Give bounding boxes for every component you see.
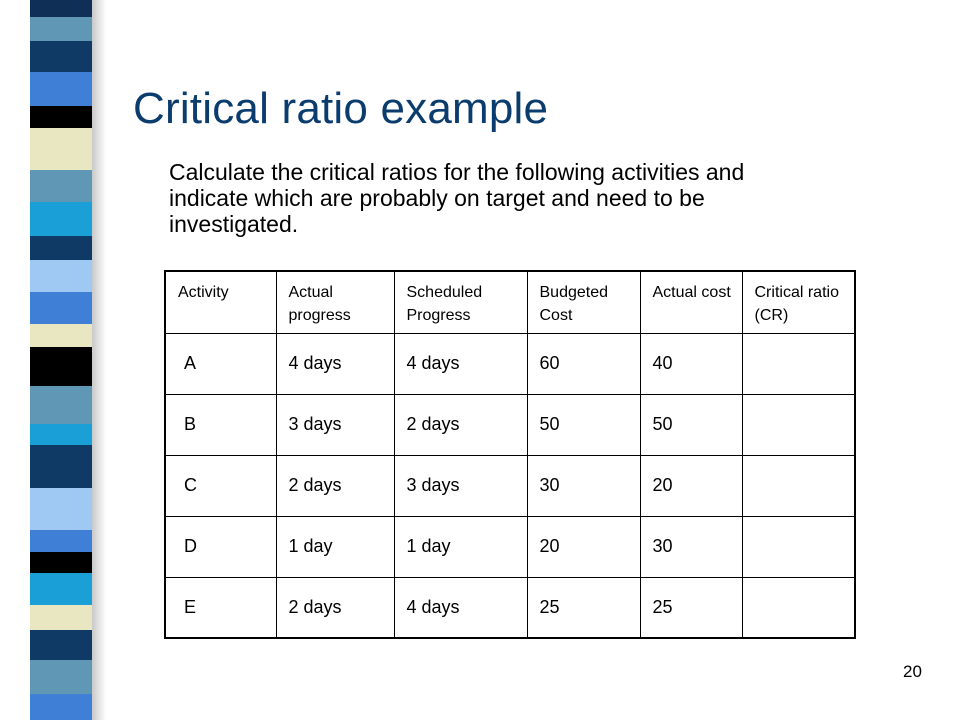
cell-actual-progress: 2 days [276,577,394,638]
stripe [30,17,92,42]
stripe [30,72,92,106]
stripe [30,128,92,169]
critical-ratio-table [164,270,856,639]
decorative-stripe-bar [30,0,93,720]
page-number: 20 [903,662,922,681]
stripe [30,488,92,529]
stripe [30,694,92,720]
stripe [30,630,92,660]
cell-scheduled-progress: 1 day [394,516,527,577]
stripe [30,0,92,17]
header-activity: Activity [165,271,276,333]
cell-activity: D [165,516,276,577]
table-row [165,394,855,455]
stripe [30,106,92,129]
stripe-bar-shadow [92,0,106,720]
cell-actual-progress: 4 days [276,333,394,394]
table-row [165,333,855,394]
table-row [165,516,855,577]
cell-scheduled-progress: 3 days [394,455,527,516]
table-row [165,577,855,638]
table-header-row [165,271,855,333]
cell-budgeted-cost: 30 [527,455,640,516]
cell-critical-ratio [742,455,855,516]
header-scheduled-progress: Scheduled Progress [394,271,527,333]
cell-actual-progress: 2 days [276,455,394,516]
header-critical-ratio: Critical ratio (CR) [742,271,855,333]
stripe [30,530,92,553]
stripe [30,660,92,694]
cell-scheduled-progress: 4 days [394,333,527,394]
table-row [165,455,855,516]
slide-title: Critical ratio example [133,84,549,133]
header-actual-progress: Actual progress [276,271,394,333]
cell-actual-progress: 1 day [276,516,394,577]
stripe [30,347,92,387]
stripe [30,202,92,236]
cell-actual-cost: 50 [640,394,742,455]
stripe [30,260,92,292]
cell-activity: B [165,394,276,455]
cell-scheduled-progress: 4 days [394,577,527,638]
cell-critical-ratio [742,577,855,638]
cell-actual-cost: 25 [640,577,742,638]
stripe [30,170,92,202]
cell-scheduled-progress: 2 days [394,394,527,455]
stripe [30,324,92,347]
stripe [30,236,92,261]
cell-budgeted-cost: 20 [527,516,640,577]
cell-activity: C [165,455,276,516]
cell-activity: A [165,333,276,394]
cell-activity: E [165,577,276,638]
cell-actual-progress: 3 days [276,394,394,455]
cell-actual-cost: 40 [640,333,742,394]
stripe [30,552,92,573]
stripe [30,386,92,424]
stripe [30,424,92,445]
intro-text: Calculate the critical ratios for the following activities and indicate which are probably on target and need to be investigated. [169,159,745,237]
stripe [30,445,92,488]
header-actual-cost: Actual cost [640,271,742,333]
stripe [30,292,92,324]
cell-actual-cost: 30 [640,516,742,577]
stripe [30,573,92,605]
header-budgeted-cost: Budgeted Cost [527,271,640,333]
cell-critical-ratio [742,516,855,577]
cell-critical-ratio [742,333,855,394]
cell-budgeted-cost: 60 [527,333,640,394]
cell-budgeted-cost: 50 [527,394,640,455]
stripe [30,41,92,71]
cell-critical-ratio [742,394,855,455]
stripe [30,605,92,630]
cell-budgeted-cost: 25 [527,577,640,638]
cell-actual-cost: 20 [640,455,742,516]
